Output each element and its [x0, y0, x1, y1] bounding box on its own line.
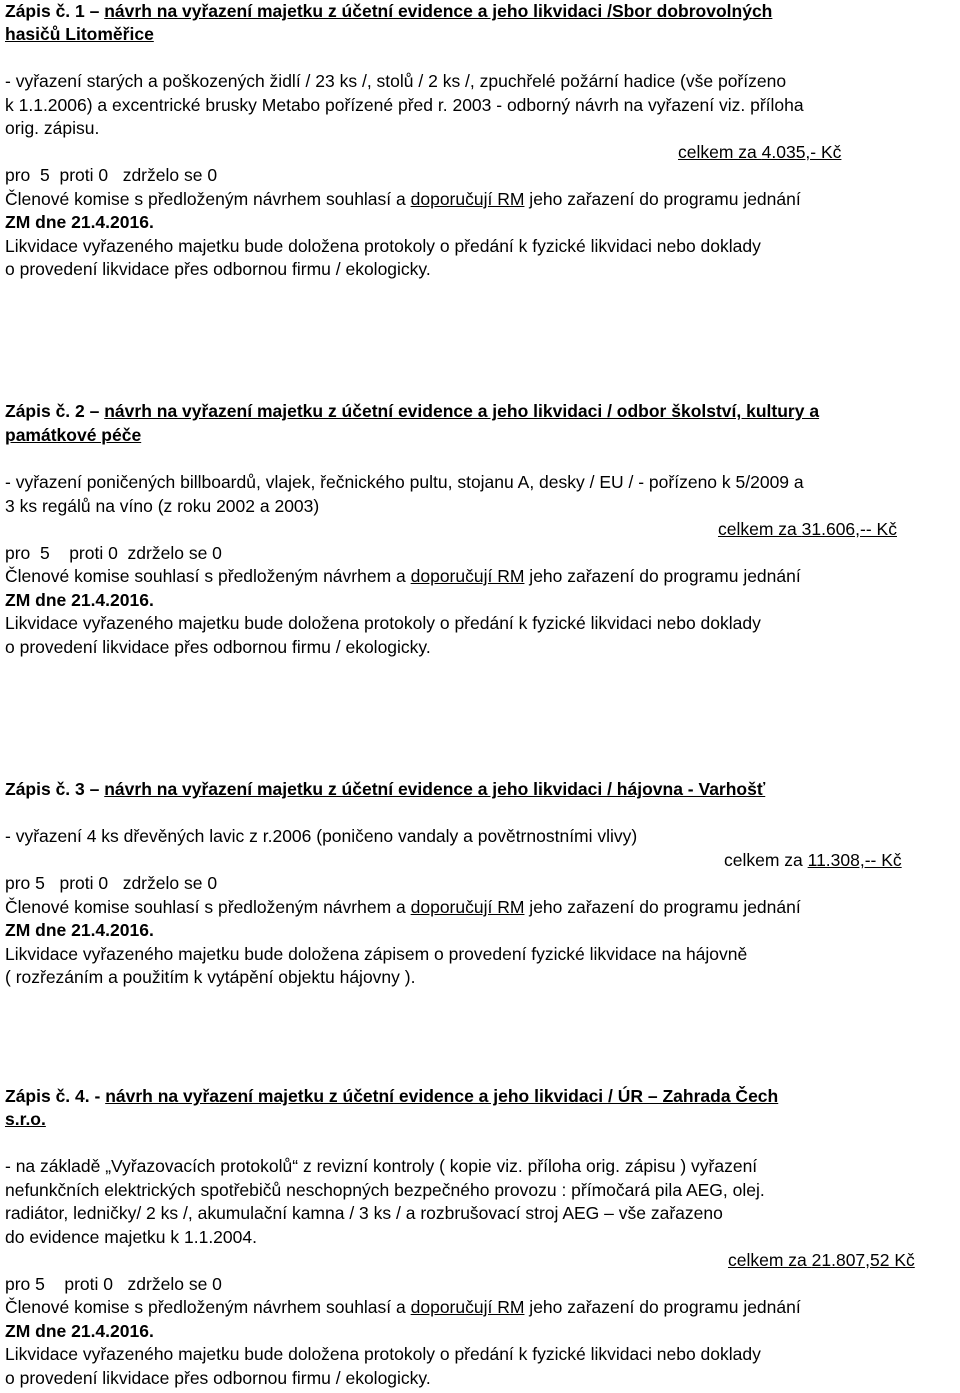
record-4-committee-text-2: jeho zařazení do programu jednání: [524, 1297, 801, 1317]
record-1-total-value: 4.035,- Kč: [761, 142, 842, 162]
record-3-vote: pro 5 proti 0 zdrželo se 0: [5, 873, 218, 893]
record-2-desc-line: 3 ks regálů na víno (z roku 2002 a 2003): [5, 496, 320, 516]
record-1-desc-line: k 1.1.2006) a excentrické brusky Metabo pořízené před r. 2003 - odborný návrh na vyřazení viz. příloha: [5, 95, 804, 115]
record-3-committee-text: Členové komise souhlasí s předloženým návrhem a: [5, 897, 411, 917]
record-2-total-label: celkem za: [718, 519, 802, 539]
record-1-heading-title-cont: hasičů Litoměřice: [5, 24, 154, 44]
record-2-heading-dash: –: [84, 401, 105, 421]
record-3-committee-text-2: jeho zařazení do programu jednání: [524, 897, 801, 917]
record-3-total-value: 11.308,-- Kč: [807, 850, 902, 870]
record-1-heading: [5, 0, 772, 24]
record-3-heading: [5, 778, 765, 802]
record-1-committee-text: Členové komise s předloženým návrhem souhlasí a: [5, 189, 411, 209]
record-1-heading-dash: –: [84, 1, 105, 21]
record-1-committee-text-2: jeho zařazení do programu jednání: [524, 189, 801, 209]
record-2-note: Likvidace vyřazeného majetku bude doložena protokoly o předání k fyzické likvidaci nebo doklady: [5, 613, 761, 633]
record-4-heading: [5, 1085, 778, 1109]
record-2-total-value: 31.606,-- Kč: [801, 519, 897, 539]
record-1-total-label: celkem za: [678, 142, 762, 162]
record-4-note: Likvidace vyřazeného majetku bude doložena protokoly o předání k fyzické likvidaci nebo doklady: [5, 1344, 761, 1364]
record-2-heading-title-cont: památkové péče: [5, 425, 142, 445]
record-2-heading-title: návrh na vyřazení majetku z účetní evidence a jeho likvidaci / odbor školství, kultury a: [104, 401, 820, 421]
record-2-vote: pro 5 proti 0 zdrželo se 0: [5, 543, 222, 563]
record-4-total-label: celkem za: [728, 1250, 812, 1270]
record-1-desc-line: orig. zápisu.: [5, 118, 100, 138]
record-1-note: Likvidace vyřazeného majetku bude doložena protokoly o předání k fyzické likvidaci nebo doklady: [5, 236, 761, 256]
record-3-desc-line: - vyřazení 4 ks dřevěných lavic z r.2006 (poničeno vandaly a povětrnostními vlivy): [5, 826, 638, 846]
record-1-desc-line: - vyřazení starých a poškozených židlí / 23 ks /, stolů / 2 ks /, zpuchřelé požární hadice (vše pořízeno: [5, 71, 787, 91]
record-3-note: Likvidace vyřazeného majetku bude doložena zápisem o provedení fyzické likvidace na hájovně: [5, 944, 748, 964]
record-2-date: ZM dne 21.4.2016.: [5, 590, 154, 610]
record-4-recommendation: doporučují RM: [410, 1297, 525, 1317]
record-2-note: o provedení likvidace přes odbornou firmu / ekologicky.: [5, 637, 431, 657]
record-3-date: ZM dne 21.4.2016.: [5, 920, 154, 940]
record-1-heading-prefix: Zápis č. 1: [5, 1, 85, 21]
record-2-heading: [5, 400, 819, 424]
record-3-recommendation: doporučují RM: [410, 897, 525, 917]
record-2-desc-line: - vyřazení poničených billboardů, vlajek, řečnického pultu, stojanu A, desky / EU / - pořízeno k 5/2009 a: [5, 472, 804, 492]
record-4-heading-prefix: Zápis č. 4.: [5, 1086, 90, 1106]
record-3-committee: [5, 896, 801, 920]
record-1-vote: pro 5 proti 0 zdrželo se 0: [5, 165, 218, 185]
record-2-committee-text: Členové komise souhlasí s předloženým návrhem a: [5, 566, 411, 586]
record-1-note: o provedení likvidace přes odbornou firmu / ekologicky.: [5, 259, 431, 279]
record-3-heading-prefix: Zápis č. 3: [5, 779, 85, 799]
record-1-heading-title: návrh na vyřazení majetku z účetní evidence a jeho likvidaci /Sbor dobrovolných: [104, 1, 773, 21]
record-1-recommendation: doporučují RM: [410, 189, 525, 209]
record-4-heading-dash: -: [89, 1086, 106, 1106]
record-3-total: [724, 849, 902, 873]
record-2-recommendation: doporučují RM: [410, 566, 525, 586]
record-3-heading-dash: –: [84, 779, 105, 799]
record-1-committee: [5, 188, 801, 212]
record-3-heading-title: návrh na vyřazení majetku z účetní evidence a jeho likvidaci / hájovna - Varhošť: [104, 779, 766, 799]
record-2-total: [718, 518, 897, 542]
record-4-desc-line: nefunkčních elektrických spotřebičů neschopných bezpečného provozu : přímočará pila AEG, olej.: [5, 1180, 765, 1200]
record-4-total-value: 21.807,52 Kč: [811, 1250, 915, 1270]
record-3-total-label: celkem za: [724, 850, 808, 870]
record-4-desc-line: - na základě „Vyřazovacích protokolů“ z revizní kontroly ( kopie viz. příloha orig. zápisu ) vyřazení: [5, 1156, 758, 1176]
record-4-desc-line: do evidence majetku k 1.1.2004.: [5, 1227, 257, 1247]
record-4-heading-title: návrh na vyřazení majetku z účetní evidence a jeho likvidaci / ÚR – Zahrada Čech: [105, 1086, 779, 1106]
record-4-desc-line: radiátor, ledničky/ 2 ks /, akumulační kamna / 3 ks / a rozbrušovací stroj AEG – vše zařazeno: [5, 1203, 723, 1223]
record-4-total: [728, 1249, 915, 1273]
record-2-committee-text-2: jeho zařazení do programu jednání: [524, 566, 801, 586]
record-4-heading-title-cont: s.r.o.: [5, 1109, 46, 1129]
record-4-committee: [5, 1296, 801, 1320]
record-2-heading-prefix: Zápis č. 2: [5, 401, 85, 421]
record-2-committee: [5, 565, 801, 589]
record-1-date: ZM dne 21.4.2016.: [5, 212, 154, 232]
record-4-committee-text: Členové komise s předloženým návrhem souhlasí a: [5, 1297, 411, 1317]
record-4-date: ZM dne 21.4.2016.: [5, 1321, 154, 1341]
record-1-total: [678, 141, 841, 165]
record-4-vote: pro 5 proti 0 zdrželo se 0: [5, 1274, 222, 1294]
record-3-note: ( rozřezáním a použitím k vytápění objektu hájovny ).: [5, 967, 416, 987]
record-4-note: o provedení likvidace přes odbornou firmu / ekologicky.: [5, 1368, 431, 1388]
